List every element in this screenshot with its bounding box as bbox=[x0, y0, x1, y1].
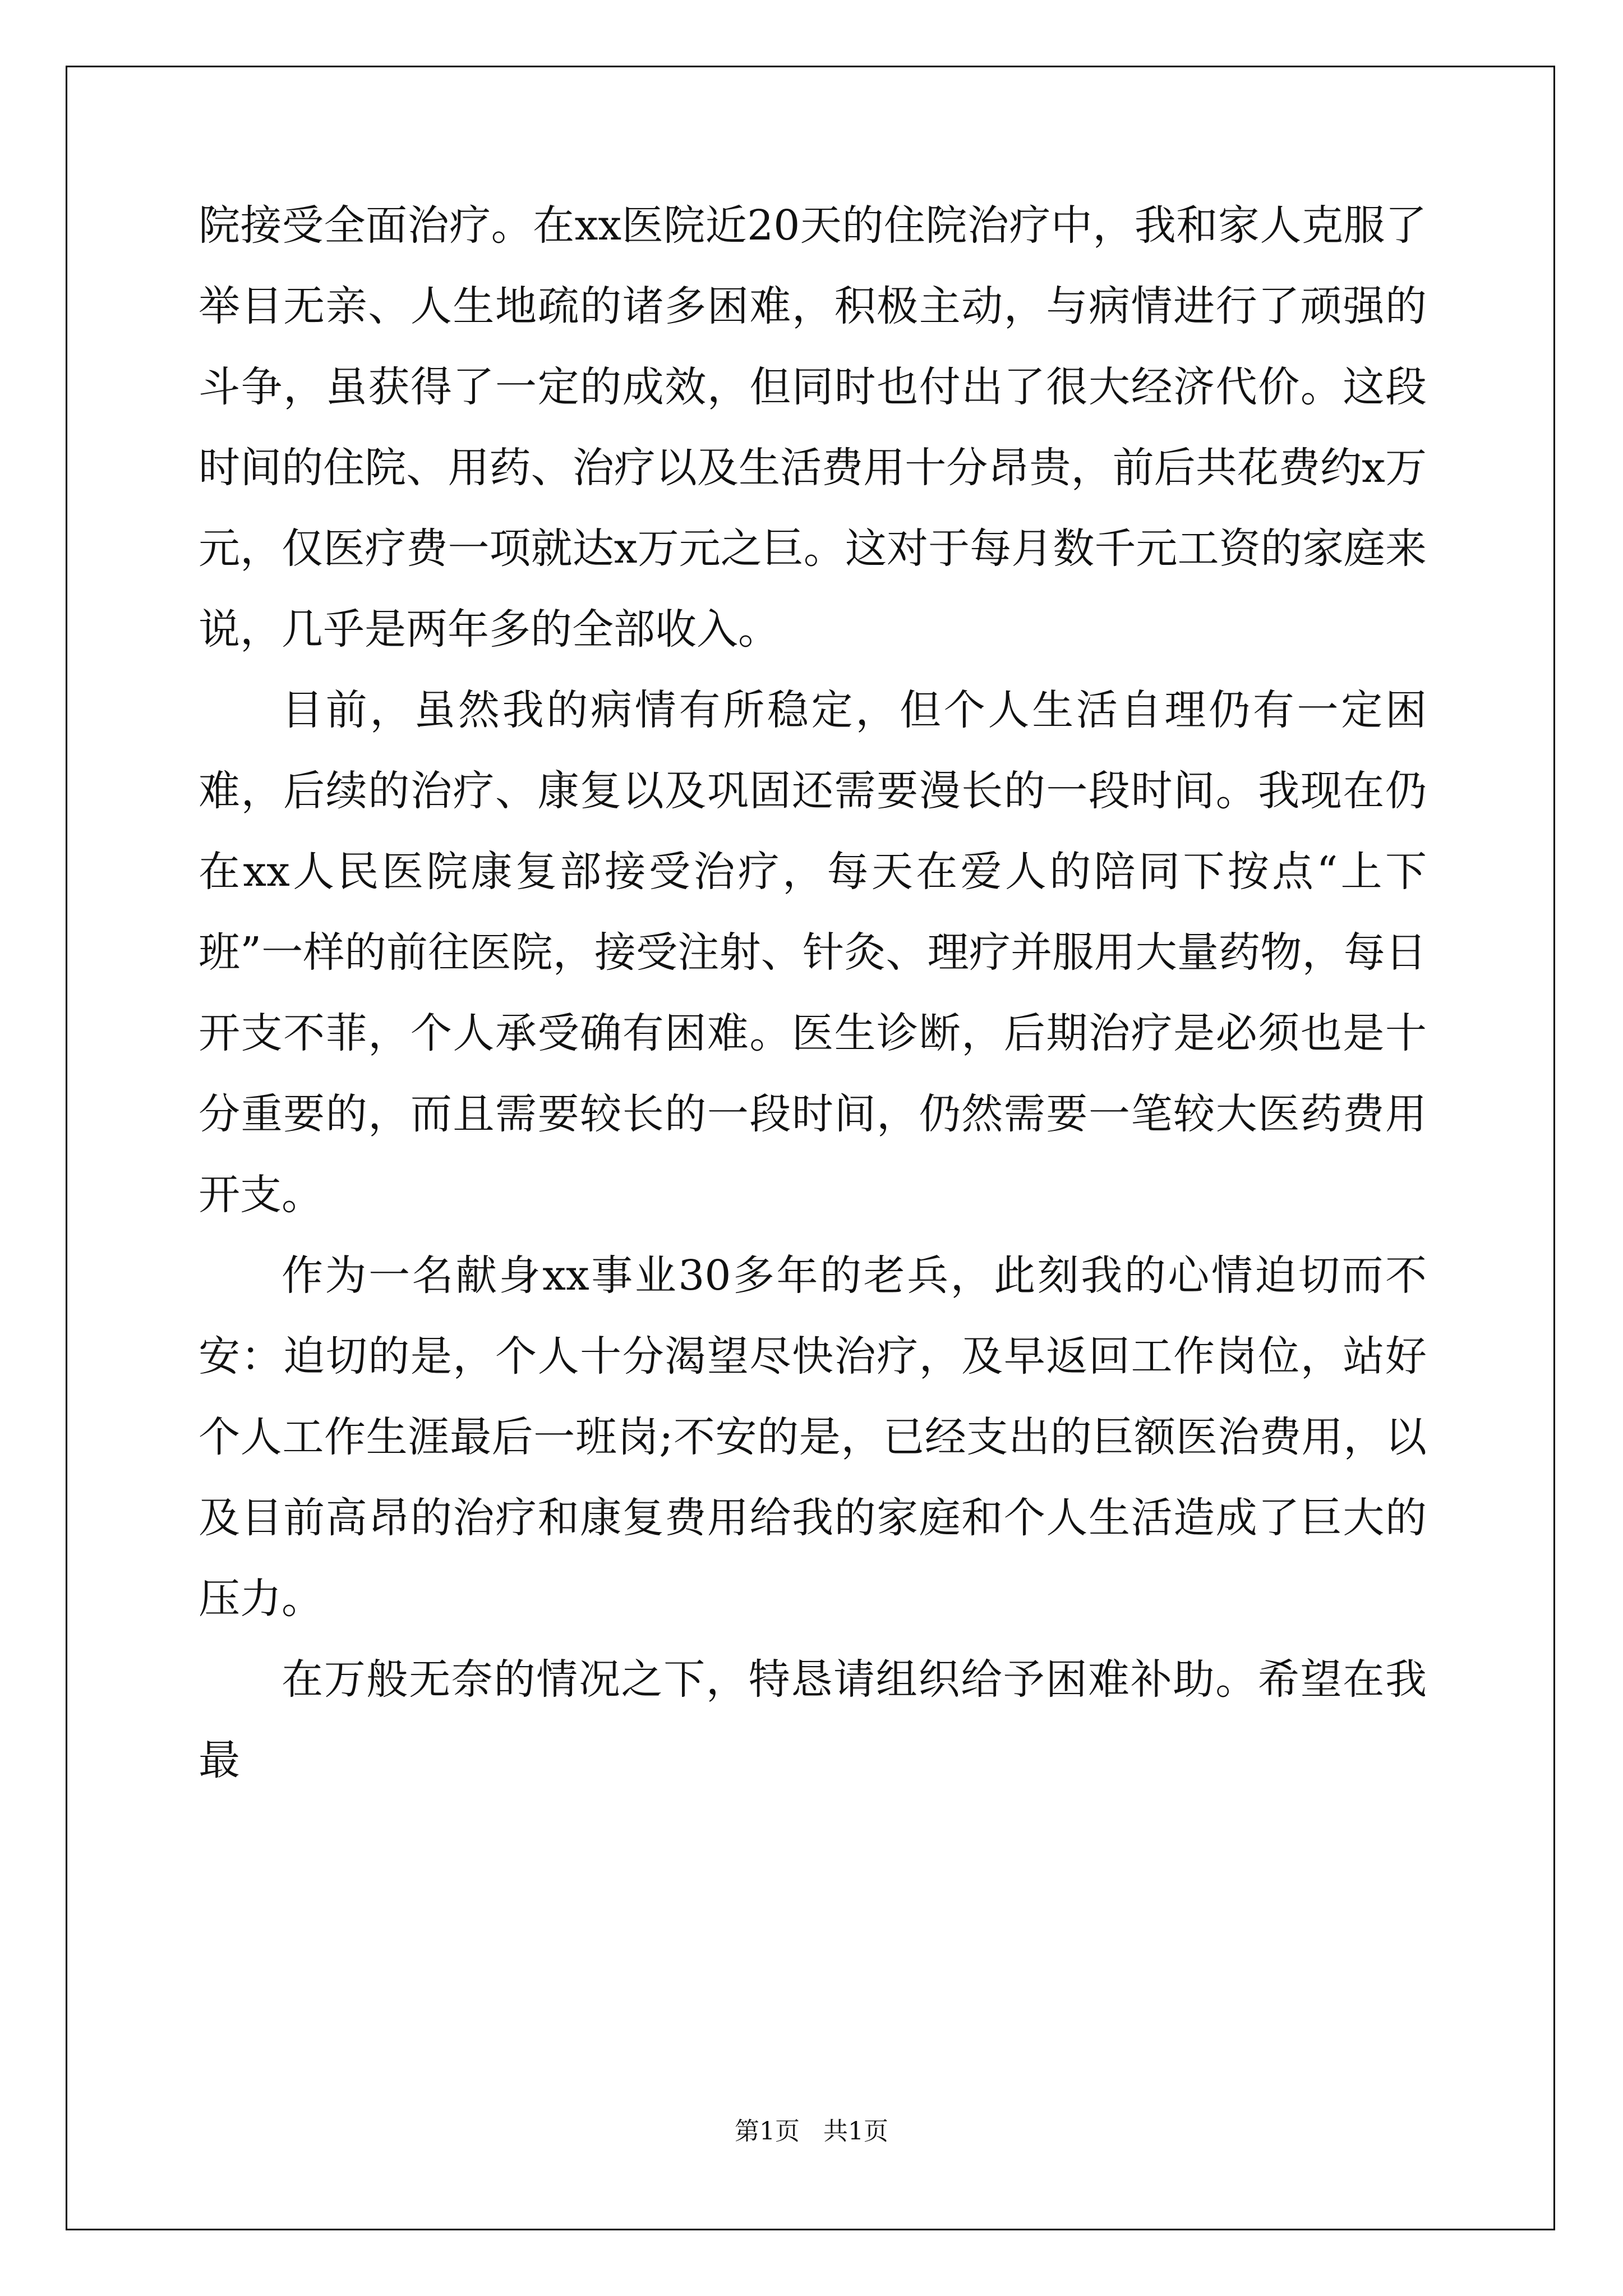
page-number: 第1页 bbox=[735, 2117, 800, 2146]
page-total: 共1页 bbox=[823, 2117, 888, 2146]
paragraph-1: 院接受全面治疗。在xx医院近20天的住院治疗中，我和家人克服了举目无亲、人生地疏的诸多困难，积极主动，与病情进行了顽强的斗争，虽获得了一定的成效，但同时也付出了很大经济代价。这段时间的住院、用药、治疗以及生活费用十分昂贵，前后共花费约x万元，仅医疗费一项就达x万元之巨。这对于每月数千元工资的家庭来说，几乎是两年多的全部收入。 bbox=[199, 201, 1427, 654]
paragraph-2: 目前，虽然我的病情有所稳定，但个人生活自理仍有一定困难，后续的治疗、康复以及巩固还需要漫长的一段时间。我现在仍在xx人民医院康复部接受治疗，每天在爱人的陪同下按点“上下班”一样的前往医院，接受注射、针灸、理疗并服用大量药物，每日开支不菲，个人承受确有困难。医生诊断，后期治疗是必须也是十分重要的，而且需要较长的一段时间，仍然需要一笔较大医药费用开支。 bbox=[199, 686, 1427, 1219]
document-body bbox=[199, 185, 1427, 1801]
paragraph-4: 在万般无奈的情况之下，特恳请组织给予困难补助。希望在我最 bbox=[199, 1655, 1427, 1784]
paragraph-3: 作为一名献身xx事业30多年的老兵，此刻我的心情迫切而不安：迫切的是，个人十分渴望尽快治疗，及早返回工作岗位，站好个人工作生涯最后一班岗;不安的是，已经支出的巨额医治费用，以及目前高昂的治疗和康复费用给我的家庭和个人生活造成了巨大的压力。 bbox=[199, 1251, 1427, 1623]
page-footer bbox=[0, 2115, 1623, 2148]
